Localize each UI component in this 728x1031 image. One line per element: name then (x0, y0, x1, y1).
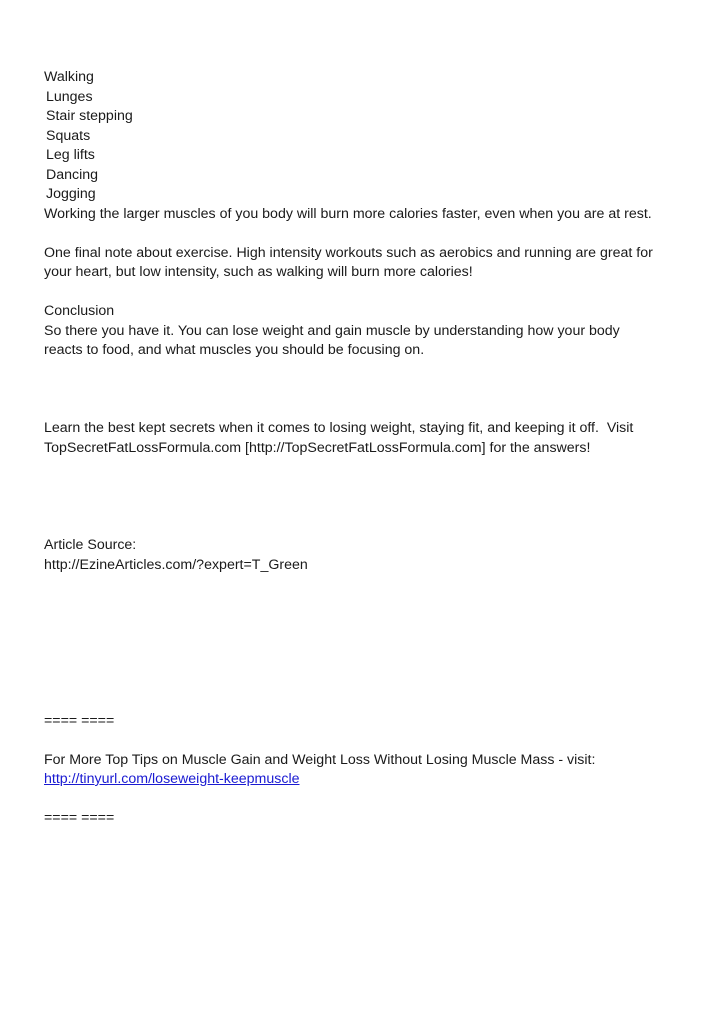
spacer (44, 653, 694, 673)
paragraph-line: One final note about exercise. High intensity workouts such as aerobics and running are great for (44, 244, 653, 261)
article-body (44, 68, 694, 829)
spacer (44, 517, 694, 537)
spacer (44, 575, 694, 595)
list-item: Jogging (46, 186, 96, 202)
separator: ==== ==== (44, 712, 115, 729)
spacer (44, 497, 694, 517)
list-item: Stair stepping (46, 108, 133, 124)
list-item: Squats (46, 127, 91, 144)
spacer (44, 634, 694, 654)
more-tips-text: For More Top Tips on Muscle Gain and Weight Loss Without Losing Muscle Mass - visit: (44, 751, 596, 768)
spacer (44, 458, 694, 478)
article-source-label: Article Source: (44, 537, 137, 553)
spacer (44, 380, 694, 400)
more-tips-link-line (44, 770, 694, 790)
spacer (44, 790, 694, 810)
final-note-paragraph (44, 244, 694, 283)
spacer (44, 361, 694, 381)
separator: ==== ==== (44, 810, 115, 826)
spacer (44, 224, 694, 244)
list-item: Walking (44, 69, 94, 85)
more-tips-link[interactable]: http://tinyurl.com/loseweight-keepmuscle (44, 771, 300, 787)
larger-muscles-paragraph: Working the larger muscles of you body will burn more calories faster, even when you are at rest. (44, 205, 652, 222)
learn-paragraph (44, 419, 694, 458)
conclusion-heading: Conclusion (44, 303, 115, 319)
spacer (44, 595, 694, 615)
paragraph-line: So there you have it. You can lose weight and gain muscle by understanding how your body (44, 322, 620, 339)
spacer (44, 478, 694, 498)
list-item: Lunges (46, 88, 93, 105)
spacer (44, 283, 694, 303)
spacer (44, 614, 694, 634)
list-item: Dancing (46, 166, 99, 183)
spacer (44, 692, 694, 712)
paragraph-line: reacts to food, and what muscles you should be focusing on. (44, 342, 425, 358)
list-item: Leg lifts (46, 147, 95, 163)
paragraph-line: your heart, but low intensity, such as walking will burn more calories! (44, 264, 473, 280)
spacer (44, 731, 694, 751)
paragraph-line: TopSecretFatLossFormula.com [http://TopSecretFatLossFormula.com] for the answers! (44, 439, 591, 456)
conclusion-paragraph (44, 322, 694, 361)
spacer (44, 400, 694, 420)
paragraph-line: Learn the best kept secrets when it comes to losing weight, staying fit, and keeping it off. Visit (44, 420, 634, 436)
exercise-list (44, 68, 694, 205)
article-source-url: http://EzineArticles.com/?expert=T_Green (44, 556, 308, 573)
spacer (44, 673, 694, 693)
